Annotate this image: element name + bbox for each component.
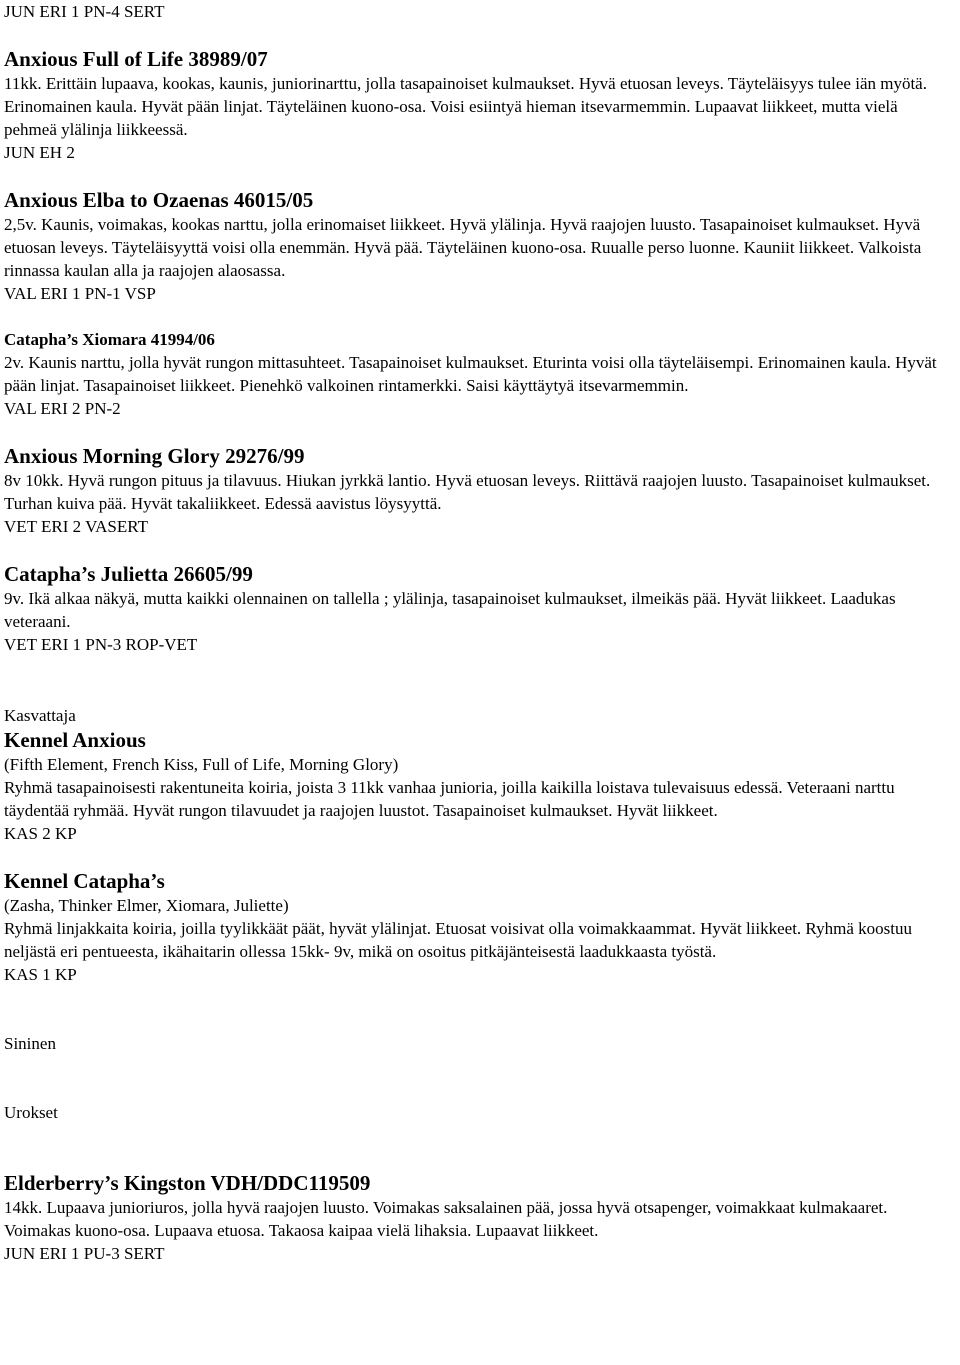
breeder-result: KAS 2 KP — [4, 824, 77, 843]
dog-title: Elderberry’s Kingston VDH/DDC119509 — [4, 1171, 371, 1195]
breeder-critique: Ryhmä tasapainoisesti rakentuneita koiria, joista 3 11kk vanhaa junioria, joilla kaikilla loistava tulevaisuus edessä. Veteraani narttu täydentää ryhmää. Hyvät rungon tilavuudet ja raajojen luustot. Tasapainoiset kulmaukset. Hyvät liikkeet. — [4, 778, 895, 820]
dog-critique: 8v 10kk. Hyvä rungon pituus ja tilavuus. Hiukan jyrkkä lantio. Hyvä etuosan leveys. Riittävä raajojen luusto. Tasapainoiset kulmaukset. Turhan kuiva pää. Hyvät takaliikkeet. Edessä aavistus löysyyttä. — [4, 471, 931, 513]
dog-result: VET ERI 1 PN-3 ROP-VET — [4, 635, 198, 654]
dog-entry — [4, 46, 948, 164]
dog-critique: 11kk. Erittäin lupaava, kookas, kaunis, juniorinarttu, jolla tasapainoiset kulmaukset. Hyvä etuosan leveys. Täyteläisyys tulee iän myötä. Erinomainen kaula. Hyvät pään linjat. Täyteläinen kuono-osa. Voisi esiintyä hieman itsevarmemmin. Lupaavat liikkeet, mutta vielä pehmeä ylälinja liikkeessä. — [4, 74, 927, 139]
breeder-members: (Fifth Element, French Kiss, Full of Life, Morning Glory) — [4, 755, 399, 774]
dog-entry — [4, 561, 948, 656]
breeder-group — [4, 868, 948, 986]
spacer — [4, 538, 948, 561]
dog-critique: 2,5v. Kaunis, voimakas, kookas narttu, jolla erinomaiset liikkeet. Hyvä ylälinja. Hyvä raajojen luusto. Tasapainoiset kulmaukset. Hyvä etuosan leveys. Täyteläisyyttä voisi olla enemmän. Hyvä pää. Täyteläinen kuono-osa. Ruualle perso luonne. Kauniit liikkeet. Valkoista rinnassa kaulan alla ja raajojen alaosassa. — [4, 215, 922, 280]
spacer — [4, 1124, 948, 1170]
dog-entry — [4, 187, 948, 305]
dog-critique: 2v. Kaunis narttu, jolla hyvät rungon mittasuhteet. Tasapainoiset kulmaukset. Eturinta voisi olla täyteläisempi. Erinomainen kaula. Hyvät pään linjat. Tasapainoiset liikkeet. Pienehkö valkoinen rintamerkki. Saisi käyttäytyä itsevarmemmin. — [4, 353, 937, 395]
dog-title: Catapha’s Xiomara 41994/06 — [4, 330, 215, 349]
dog-result: VAL ERI 2 PN-2 — [4, 399, 121, 418]
dog-critique: 9v. Ikä alkaa näkyä, mutta kaikki olennainen on tallella ; ylälinja, tasapainoiset kulmaukset, ilmeikäs pää. Hyvät liikkeet. Laadukas veteraani. — [4, 589, 896, 631]
dog-title: Anxious Morning Glory 29276/99 — [4, 444, 305, 468]
spacer — [4, 656, 948, 704]
dog-critique: 14kk. Lupaava junioriuros, jolla hyvä raajojen luusto. Voimakas saksalainen pää, jossa hyvä otsapenger, voimakkaat kulmakaaret. Voimakas kuono-osa. Lupaava etuosa. Takaosa kaipaa vielä lihaksia. Lupaavat liikkeet. — [4, 1198, 888, 1240]
breeder-members: (Zasha, Thinker Elmer, Xiomara, Juliette) — [4, 896, 289, 915]
dog-title: Anxious Elba to Ozaenas 46015/05 — [4, 188, 314, 212]
top-result-line: JUN ERI 1 PN-4 SERT — [4, 2, 165, 21]
dog-result: JUN ERI 1 PU-3 SERT — [4, 1244, 165, 1263]
dog-entry — [4, 443, 948, 538]
dog-title: Anxious Full of Life 38989/07 — [4, 47, 268, 71]
spacer — [4, 305, 948, 328]
spacer — [4, 986, 948, 1032]
breeder-critique: Ryhmä linjakkaita koiria, joilla tyylikkäät päät, hyvät ylälinjat. Etuosat voisivat olla voimakkaammat. Hyvät liikkeet. Ryhmä koostuu neljästä eri pentueesta, ikähaitarin ollessa 15kk- 9v, mikä on osoitus pitkäjänteisestä laadukkaasta työstä. — [4, 919, 912, 961]
dog-entry — [4, 1170, 948, 1265]
breeder-group — [4, 727, 948, 845]
dog-title: Catapha’s Julietta 26605/99 — [4, 562, 253, 586]
dog-result: VET ERI 2 VASERT — [4, 517, 148, 536]
breeders-heading: Kasvattaja — [4, 706, 76, 725]
dog-entry — [4, 328, 948, 420]
spacer — [4, 164, 948, 187]
breeder-title: Kennel Catapha’s — [4, 869, 165, 893]
sex-heading: Urokset — [4, 1103, 58, 1122]
spacer — [4, 420, 948, 443]
spacer — [4, 845, 948, 868]
color-heading: Sininen — [4, 1034, 56, 1053]
breeder-result: KAS 1 KP — [4, 965, 77, 984]
spacer — [4, 23, 948, 46]
breeder-title: Kennel Anxious — [4, 728, 146, 752]
dog-result: JUN EH 2 — [4, 143, 75, 162]
dog-result: VAL ERI 1 PN-1 VSP — [4, 284, 156, 303]
spacer — [4, 1055, 948, 1101]
